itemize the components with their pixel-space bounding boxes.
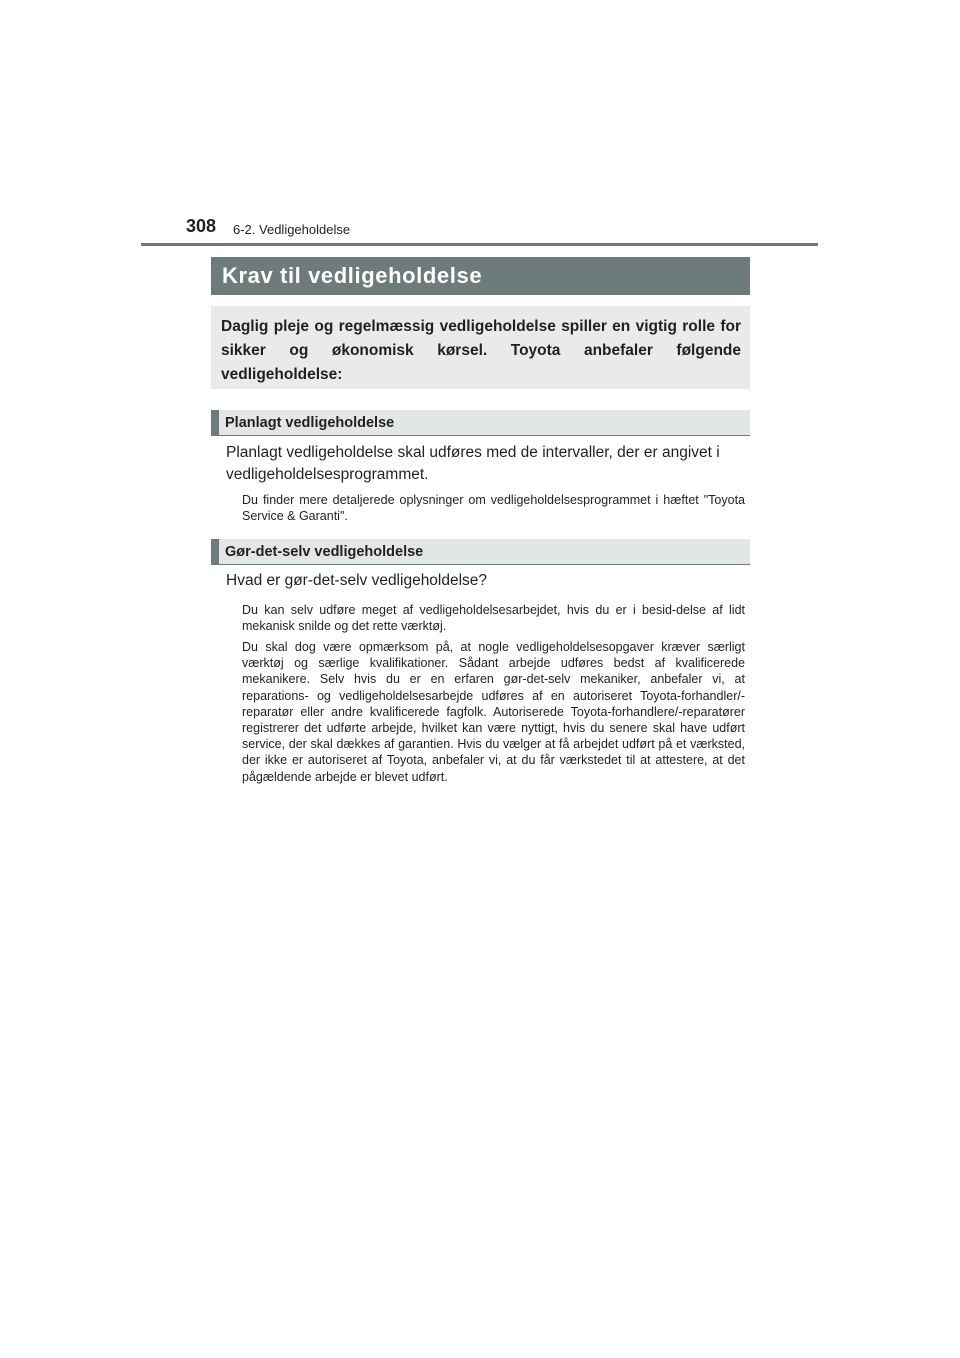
subheading-diy-maintenance [211,539,750,565]
page-title-bar [211,257,750,295]
header-rule [141,243,818,246]
subheading-text: Gør-det-selv vedligeholdelse [225,543,424,560]
page-title: Krav til vedligeholdelse [222,263,483,288]
subheading-text: Planlagt vedligeholdelse [225,414,395,431]
diy-maintenance-note-2: Du skal dog være opmærksom på, at nogle vedligeholdelsesopgaver kræver særligt værktøj og særlige kvalifikationer. Sådant arbejde udføres bedst af kvalificerede mekanikere. Selv hvis du er en erfaren gør-det-selv mekaniker, anbefaler vi, at reparations- og vedligeholdelsesarbejde udføres af en autoriseret Toyota-forhandler/-reparatør eller andre kvalificerede fagfolk. Autoriserede Toyota-forhandlere/-reparatører registrerer det udførte arbejde, hvilket kan være nyttigt, hvis du senere skal have udført service, der skal dækkes af garantien. Hvis du vælger at få arbejdet udført på et værksted, der ikke er autoriseret af Toyota, anbefaler vi, at du får værkstedet til at attestere, at det pågældende arbejde er blevet udført. [242,640,745,784]
section-label: 6-2. Vedligeholdelse [233,222,351,237]
scheduled-maintenance-note: Du finder mere detaljerede oplysninger om vedligeholdelsesprogrammet i hæftet "Toyota Service & Garanti". [242,493,745,524]
subheading-scheduled-maintenance [211,410,750,436]
diy-maintenance-note-1: Du kan selv udføre meget af vedligeholdelsesarbejdet, hvis du er i besid-delse af lidt mekanisk snilde og det rette værktøj. [242,603,745,634]
page-number: 308 [186,216,217,236]
intro-box: Daglig pleje og regelmæssig vedligeholdelse spiller en vigtig rolle for sikker og økonomisk kørsel. Toyota anbefaler følgende vedligeholdelse: [211,306,750,389]
diy-maintenance-lead: Hvad er gør-det-selv vedligeholdelse? [226,572,488,589]
scheduled-maintenance-lead: Planlagt vedligeholdelse skal udføres med de intervaller, der er angivet i vedligeholdelsesprogrammet. [226,444,720,483]
